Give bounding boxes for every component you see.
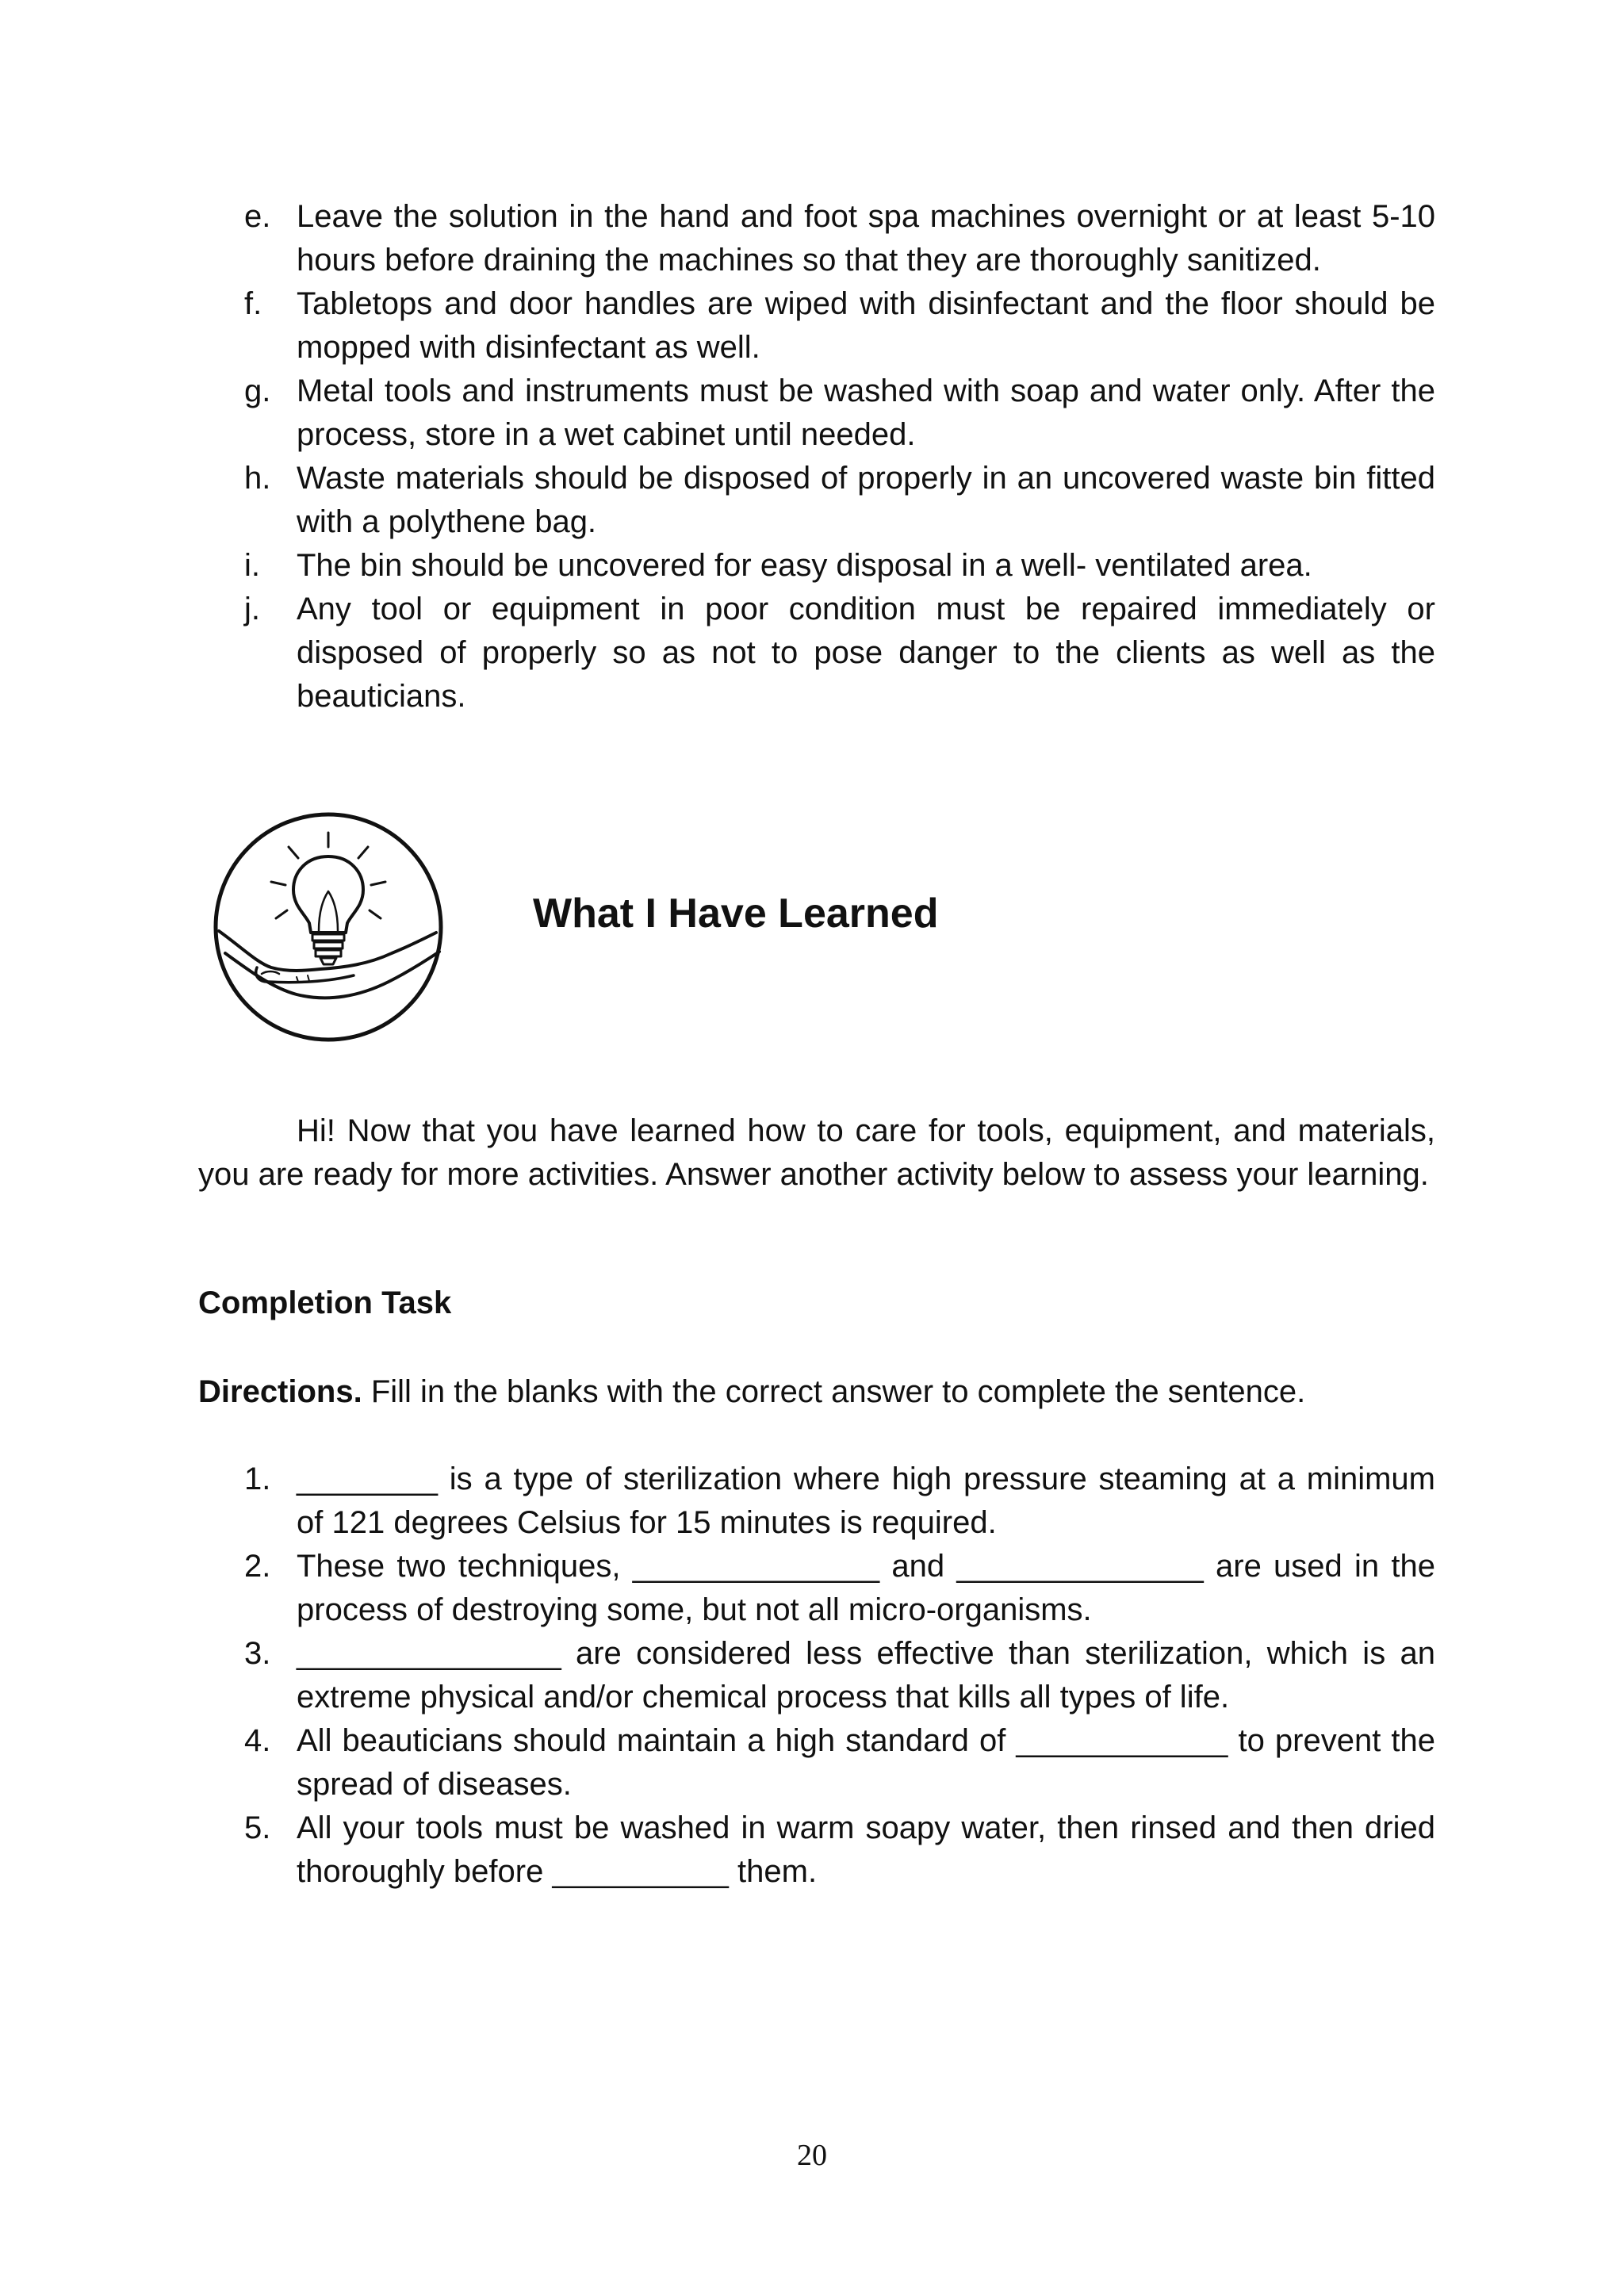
directions-paragraph — [198, 1370, 1435, 1414]
question-number: 3. — [244, 1636, 271, 1671]
question-number: 2. — [244, 1549, 271, 1584]
question-text: ________ is a type of sterilization where high pressure steaming at a minimum of 121 degrees Celsius for 15 minutes is required. — [297, 1462, 1435, 1540]
section-title: What I Have Learned — [533, 891, 939, 937]
list-marker: g. — [244, 374, 271, 408]
list-item-text: Waste materials should be disposed of properly in an uncovered waste bin fitted with a polythene bag. — [297, 461, 1435, 539]
question-item — [198, 1545, 1435, 1632]
list-item-text: Metal tools and instruments must be washed with soap and water only. After the process, store in a wet cabinet until needed. — [297, 374, 1435, 452]
list-marker: h. — [244, 461, 271, 496]
question-number: 1. — [244, 1462, 271, 1496]
list-marker: e. — [244, 199, 271, 234]
question-item — [198, 1458, 1435, 1545]
directions-label: Directions. — [198, 1374, 362, 1409]
list-item — [198, 544, 1435, 588]
list-item-text: Leave the solution in the hand and foot spa machines overnight or at least 5-10 hours before draining the machines so that they are thoroughly sanitized. — [297, 199, 1435, 278]
list-item-text: The bin should be uncovered for easy disposal in a well- ventilated area. — [297, 548, 1312, 583]
question-text: These two techniques, ______________ and ______________ are used in the process of destroying some, but not all micro-organisms. — [297, 1549, 1435, 1627]
directions-text: Fill in the blanks with the correct answer to complete the sentence. — [362, 1374, 1306, 1409]
list-item — [198, 457, 1435, 544]
question-text: All your tools must be washed in warm soapy water, then rinsed and then dried thoroughly before __________ them. — [297, 1810, 1435, 1889]
question-text: _______________ are considered less effective than sterilization, which is an extreme physical and/or chemical process that kills all types of life. — [297, 1636, 1435, 1715]
question-item — [198, 1632, 1435, 1719]
question-item — [198, 1719, 1435, 1806]
list-item-text: Tabletops and door handles are wiped with disinfectant and the floor should be mopped with disinfectant as well. — [297, 286, 1435, 365]
question-number: 5. — [244, 1810, 271, 1845]
question-item — [198, 1806, 1435, 1894]
list-item — [198, 588, 1435, 718]
list-marker: j. — [244, 592, 260, 626]
lightbulb-in-hand-icon — [209, 812, 447, 1042]
list-marker: f. — [244, 286, 262, 321]
intro-paragraph: Hi! Now that you have learned how to care for tools, equipment, and materials, you are ready for more activities. Answer another activity below to assess your learning. — [198, 1113, 1435, 1192]
care-instructions-list — [198, 195, 1435, 718]
completion-questions-list — [198, 1458, 1435, 1894]
question-number: 4. — [244, 1723, 271, 1758]
task-heading: Completion Task — [198, 1285, 452, 1320]
question-text: All beauticians should maintain a high standard of ____________ to prevent the spread of diseases. — [297, 1723, 1435, 1802]
list-item — [198, 282, 1435, 370]
page-number: 20 — [797, 2139, 827, 2172]
list-item — [198, 195, 1435, 282]
list-item-text: Any tool or equipment in poor condition must be repaired immediately or disposed of properly so as not to pose danger to the clients as well as the beauticians. — [297, 592, 1435, 714]
list-item — [198, 370, 1435, 457]
list-marker: i. — [244, 548, 260, 583]
